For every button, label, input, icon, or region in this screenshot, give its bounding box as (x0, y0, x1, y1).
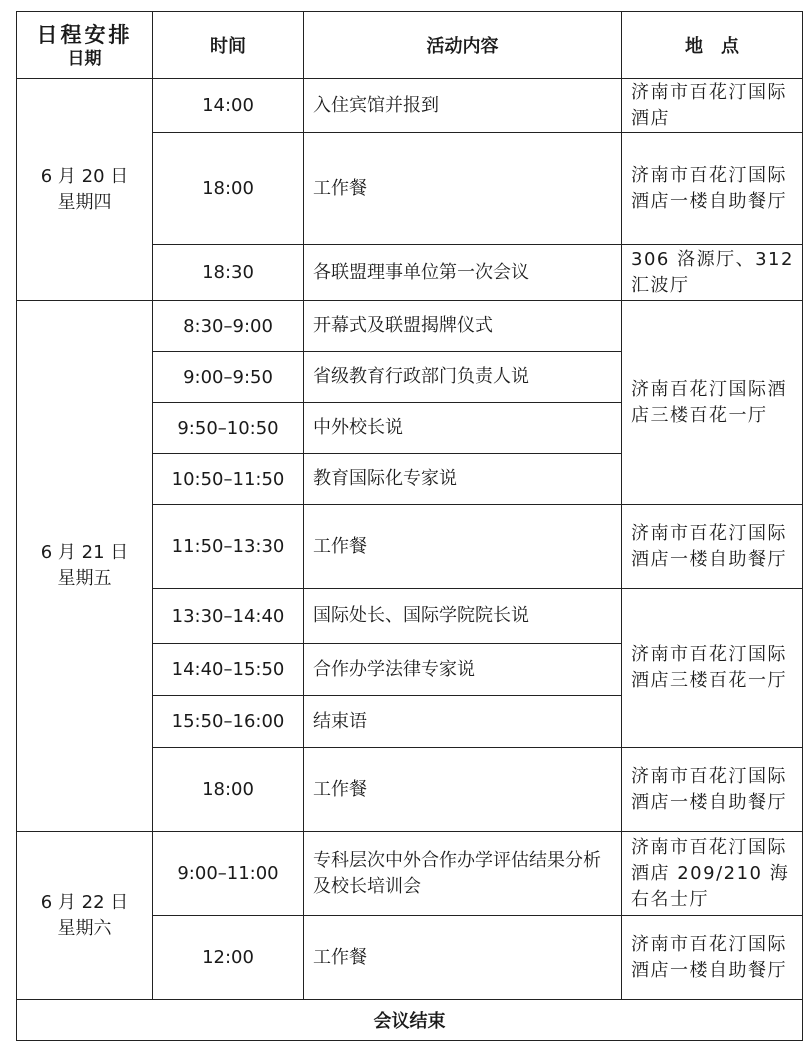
day-date: 6 月 21 日 (40, 542, 129, 563)
time-cell: 14:00 (153, 79, 304, 133)
day-cell-jun20 (17, 79, 153, 301)
location-cell: 济南市百花汀国际酒店 209/210 海右名士厅 (622, 832, 803, 916)
location-cell: 济南市百花汀国际酒店一楼自助餐厅 (622, 505, 803, 589)
table-row (17, 301, 803, 352)
day-date: 6 月 20 日 (40, 165, 129, 187)
time-cell: 18:30 (153, 245, 304, 301)
location-cell: 济南市百花汀国际酒店一楼自助餐厅 (622, 748, 803, 832)
activity-cell: 工作餐 (304, 133, 622, 245)
day-cell-jun22 (17, 832, 153, 1000)
location-cell: 济南市百花汀国际酒店三楼百花一厅 (622, 589, 803, 748)
activity-cell: 教育国际化专家说 (304, 454, 622, 505)
activity-cell: 开幕式及联盟揭牌仪式 (304, 301, 622, 352)
activity-cell: 合作办学法律专家说 (304, 644, 622, 696)
location-cell: 306 洛源厅、312 汇波厅 (622, 245, 803, 301)
time-cell: 10:50–11:50 (153, 454, 304, 505)
time-cell: 15:50–16:00 (153, 696, 304, 748)
day-weekday: 星期四 (57, 191, 112, 213)
time-cell: 13:30–14:40 (153, 589, 304, 644)
table-row (17, 832, 803, 916)
time-cell: 9:50–10:50 (153, 403, 304, 454)
time-cell: 9:00–11:00 (153, 832, 304, 916)
day-cell-jun21 (17, 301, 153, 832)
activity-cell: 各联盟理事单位第一次会议 (304, 245, 622, 301)
time-cell: 9:00–9:50 (153, 352, 304, 403)
schedule-title: 日程安排 (36, 23, 133, 47)
location-cell: 济南市百花汀国际酒店一楼自助餐厅 (622, 133, 803, 245)
table-row (17, 79, 803, 133)
footer-row (17, 1000, 803, 1041)
time-cell: 18:00 (153, 748, 304, 832)
location-cell: 济南市百花汀国际酒店一楼自助餐厅 (622, 916, 803, 1000)
activity-cell: 工作餐 (304, 748, 622, 832)
date-column-header (17, 12, 153, 79)
header-row (17, 12, 803, 79)
activity-cell: 专科层次中外合作办学评估结果分析及校长培训会 (304, 832, 622, 916)
activity-column-header: 活动内容 (304, 12, 622, 79)
activity-cell: 中外校长说 (304, 403, 622, 454)
activity-cell: 工作餐 (304, 916, 622, 1000)
time-cell: 8:30–9:00 (153, 301, 304, 352)
time-cell: 11:50–13:30 (153, 505, 304, 589)
schedule-table (16, 11, 803, 1041)
activity-cell: 工作餐 (304, 505, 622, 589)
time-cell: 12:00 (153, 916, 304, 1000)
day-date: 6 月 22 日 (40, 891, 129, 913)
location-column-header: 地 点 (622, 12, 803, 79)
time-cell: 18:00 (153, 133, 304, 245)
time-cell: 14:40–15:50 (153, 644, 304, 696)
time-column-header: 时间 (153, 12, 304, 79)
activity-cell: 省级教育行政部门负责人说 (304, 352, 622, 403)
activity-cell: 入住宾馆并报到 (304, 79, 622, 133)
day-weekday: 星期六 (57, 917, 112, 939)
location-cell: 济南百花汀国际酒店三楼百花一厅 (622, 301, 803, 505)
date-header-label: 日期 (67, 49, 102, 69)
day-weekday: 星期五 (57, 568, 112, 589)
activity-cell: 结束语 (304, 696, 622, 748)
meeting-end-label: 会议结束 (17, 1000, 803, 1041)
activity-cell: 国际处长、国际学院院长说 (304, 589, 622, 644)
location-cell: 济南市百花汀国际酒店 (622, 79, 803, 133)
